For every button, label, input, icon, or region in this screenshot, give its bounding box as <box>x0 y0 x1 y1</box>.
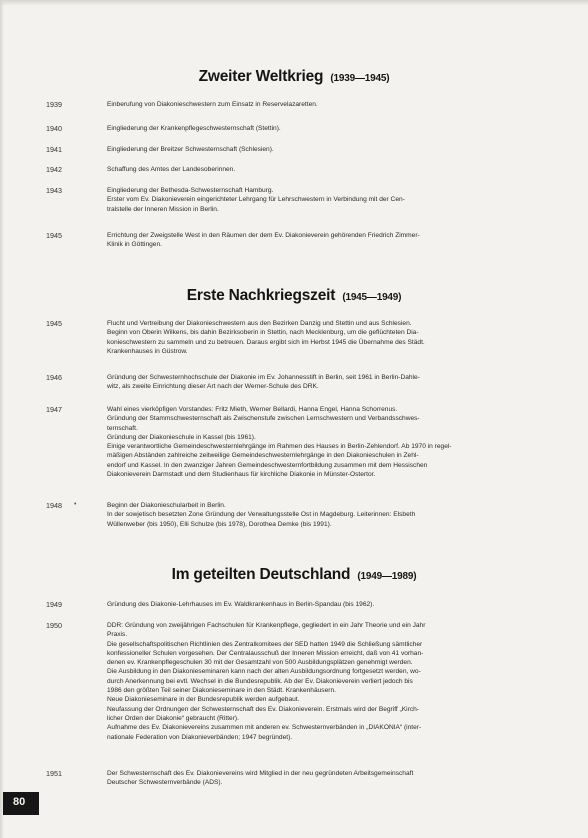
entry-line: Flucht und Vertreibung der Diakonieschwestern aus den Bezirken Danzig und Stettin und aus Schlesien. <box>107 320 412 327</box>
entry-line: Deutscher Schwesternverbände (ADS). <box>107 779 223 787</box>
entry-line: mäßigen Abständen zahlreiche zeitweilige Gemeindeschwesternlehrgänge in den Diakonieschulen in Zehl- <box>107 452 419 460</box>
entry-line: Eingliederung der Breitzer Schwesternschaft (Schlesien). <box>107 146 274 153</box>
entry-text <box>107 124 554 133</box>
section-years: (1939—1945) <box>330 73 390 84</box>
entry-year: 1940 <box>46 124 62 133</box>
entry-text <box>107 373 554 392</box>
entry-line: Beginn der Diakonieschularbeit in Berlin. <box>107 502 226 509</box>
entry-line: Eingliederung der Krankenpflegeschwesternschaft (Stettin). <box>107 125 281 132</box>
page-number: 80 <box>13 796 26 808</box>
entry-line: Einige verantwortliche Gemeindeschwesternlehrgänge im Rahmen des Hauses in Berlin-Zehlendorf. Ab 1970 in regel- <box>107 443 452 451</box>
entry-line: 1986 den größten Teil seiner Diakonieseminare in den Städt. Krankenhäusern. <box>107 687 336 695</box>
entry-line: Praxis. <box>107 631 128 639</box>
entry-year: 1943 <box>46 186 62 195</box>
entry-line: endorf und Kassel. In den zwanziger Jahren Gemeindeschwesternfortbildung zusammen mit dem Hessischen <box>107 461 428 469</box>
entry-text <box>107 165 554 174</box>
entry-text <box>107 600 554 609</box>
entry-line: In der sowjetisch besetzten Zone Gründung der Verwaltungsstelle Ost in Magdeburg. Leiterinnen: Elsbeth <box>107 511 416 519</box>
entry-year: 1942 <box>46 165 62 174</box>
entry-text <box>107 501 554 529</box>
entry-line: ternschaft. <box>107 424 138 432</box>
bullet-mark: • <box>74 501 77 508</box>
entry-text <box>107 405 554 479</box>
entry-line: Wahl eines vierköpfigen Vorstandes: Fritz Mieth, Werner Bellardi, Hanna Engel, Hanna Schorrenus. <box>107 406 398 413</box>
entry-line: Gründung der Stammschwesternschaft als Zwischenstufe zwischen Lernschwestern und Verbandsschwes- <box>107 415 420 423</box>
section-title-text: Im geteilten Deutschland <box>171 566 351 583</box>
entry-year: 1951 <box>46 769 62 778</box>
entry-text <box>107 769 554 788</box>
entry-line: Diakonieverein Darmstadt und dem Studienhaus für kirchliche Diakonie in Münster-Ostertor. <box>107 471 376 479</box>
entry-line: Gründung der Diakonieschule in Kassel (bis 1961). <box>107 433 256 441</box>
entry-line: Neufassung der Ordnungen der Schwesternschaft des Ev. Diakonieverein. Erstmals wird der Begriff „Kirch- <box>107 705 420 713</box>
entry-year: 1939 <box>46 100 62 109</box>
section-title-text: Erste Nachkriegszeit <box>186 287 336 304</box>
scan-edge <box>0 0 4 838</box>
section-title <box>0 68 588 86</box>
entry-year: 1946 <box>46 373 62 382</box>
section-title <box>0 287 588 305</box>
entry-year: 1947 <box>46 405 62 414</box>
entry-line: Erster vom Ev. Diakonieverein eingerichteter Lehrgang für Lehrschwestern in Verbindung mit der Cen- <box>107 196 405 204</box>
entry-line: witz, als zweite Einrichtung dieser Art nach der Werner-Schule des DRK. <box>107 383 319 391</box>
entry-text <box>107 145 554 154</box>
entry-line: licher Orden der Diakonie“ gebraucht (Ritter). <box>107 714 239 722</box>
entry-year: 1945 <box>46 231 62 240</box>
entry-line: Beginn von Oberin Wilkens, bis dahin Bezirksoberin in Stettin, nach Mecklenburg, um die geflüchteten Dia- <box>107 329 419 337</box>
page-number-block <box>3 792 39 815</box>
entry-line: Aufnahme des Ev. Diakonievereins zusammen mit anderen ev. Schwesternverbänden in „DIAKONIA“ (inter- <box>107 724 422 732</box>
entry-line: Die Ausbildung in den Diakonieseminaren kann nach der alten Ausbildungsordnung fortgesetzt werden, wo- <box>107 668 421 676</box>
entry-line: tralstelle der Inneren Mission in Berlin. <box>107 205 219 213</box>
entry-line: Neue Diakonieseminare in der Bundesrepublik werden aufgebaut. <box>107 696 300 704</box>
entry-line: konieschwestern zu sammeln und zu betreuen. Daraus ergibt sich im Herbst 1945 die Übernahme des Städt. <box>107 338 425 346</box>
entry-line: Gründung der Schwesternhochschule der Diakonie im Ev. Johannesstift in Berlin, seit 1961 in Berlin-Dahle- <box>107 374 420 381</box>
entry-line: Wüllenweber (bis 1950), Elli Schulze (bis 1978), Dorothea Demke (bis 1991). <box>107 520 332 528</box>
entry-text <box>107 100 554 109</box>
entry-line: Einberufung von Diakonieschwestern zum Einsatz in Reservelazaretten. <box>107 101 318 108</box>
section-years: (1945—1949) <box>342 292 402 303</box>
entry-line: denen ev. Krankenpflegeschulen 30 mit der Gesamtzahl von 500 Ausbildungsplätzen genehmigt werden. <box>107 659 413 667</box>
section-title <box>0 566 588 584</box>
entry-text <box>107 319 554 356</box>
entry-year: 1949 <box>46 600 62 609</box>
entry-line: Errichtung der Zweigstelle West in den Räumen der dem Ev. Diakonieverein gehörenden Friedrich Zimmer- <box>107 232 420 239</box>
section-title-text: Zweiter Weltkrieg <box>198 68 324 85</box>
scan-edge <box>0 0 588 6</box>
entry-line: Gründung des Diakonie-Lehrhauses im Ev. Waldkrankenhaus in Berlin-Spandau (bis 1962). <box>107 601 375 608</box>
entry-line: durch Anerkennung bei evtl. Wechsel in die Bundesrepublik. Ab der Ev. Diakonieverein verliert jedoch bis <box>107 677 413 685</box>
entry-line: Krankenhauses in Güstrow. <box>107 347 188 355</box>
entry-text <box>107 621 554 742</box>
entry-line: DDR: Gründung von zweijährigen Fachschulen für Krankenpflege, gegliedert in ein Jahr Theorie und ein Jahr <box>107 622 426 629</box>
entry-year: 1945 <box>46 319 62 328</box>
entry-line: konfessioneller Schulen vorgesehen. Der Centralausschuß der Inneren Mission erreicht, daß von 41 vorhan- <box>107 649 424 657</box>
entry-year: 1948 <box>46 501 62 510</box>
entry-text <box>107 231 554 250</box>
entry-line: Eingliederung der Bethesda-Schwesternschaft Hamburg. <box>107 187 274 194</box>
entry-text <box>107 186 554 214</box>
entry-line: Schaffung des Amtes der Landesoberinnen. <box>107 166 236 173</box>
entry-line: Klinik in Göttingen. <box>107 241 162 249</box>
entry-line: nationale Federation von Diakonieverbänden; 1947 begründet). <box>107 733 293 741</box>
entry-year: 1950 <box>46 621 62 630</box>
entry-year: 1941 <box>46 145 62 154</box>
section-years: (1949—1989) <box>357 571 417 582</box>
entry-line: Die gesellschaftspolitischen Richtlinien des Zentralkomitees der SED hatten 1949 die Schließung sämtlicher <box>107 640 423 648</box>
entry-line: Der Schwesternschaft des Ev. Diakonievereins wird Mitglied in der neu gegründeten Arbeitsgemeinschaft <box>107 770 414 777</box>
